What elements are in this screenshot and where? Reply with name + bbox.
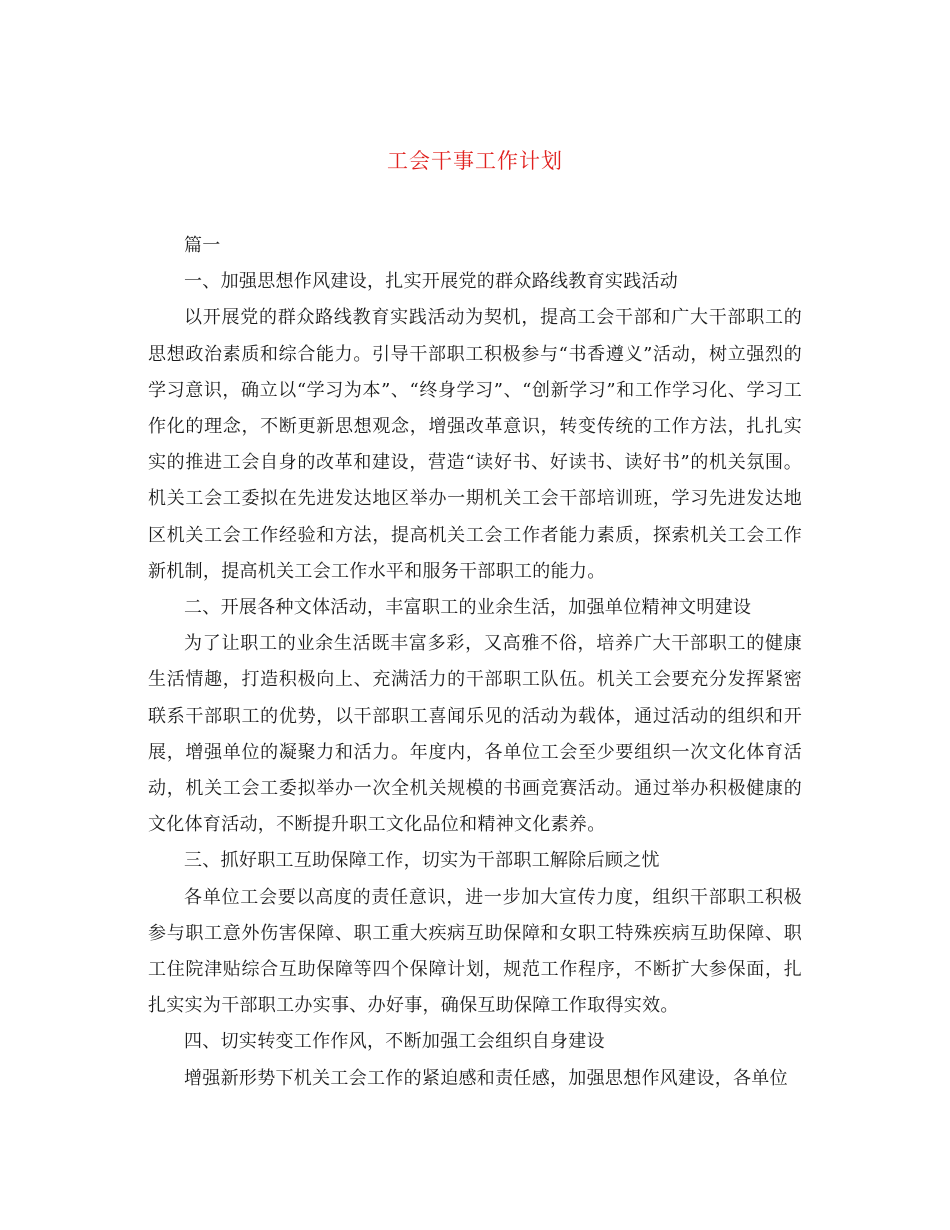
body-paragraph: 以开展党的群众路线教育实践活动为契机，提高工会干部和广大干部职工的思想政治素质和综合能力。引导干部职工积极参与“书香遵义”活动，树立强烈的学习意识，确立以“学习为本”、“终身学习”、“创新学习”和工作学习化、学习工作化的理念，不断更新思想观念，增强改革意识，转变传统的工作方法，扎扎实实的推进工会自身的改革和建设，营造“读好书、好读书、读好书”的机关氛围。机关工会工委拟在先进发达地区举办一期机关工会干部培训班，学习先进发达地区机关工会工作经验和方法，提高机关工会工作者能力素质，探索机关工会工作新机制，提高机关工会工作水平和服务干部职工的能力。: [148, 307, 802, 582]
document-title: 工会干事工作计划: [387, 149, 563, 173]
body-paragraph: 各单位工会要以高度的责任意识，进一步加大宣传力度，组织干部职工积极参与职工意外伤害保障、职工重大疾病互助保障和女职工特殊疾病互助保障、职工住院津贴综合互助保障等四个保障计划，规范工作程序，不断扩大参保面，扎扎实实为干部职工办实事、办好事，确保互助保障工作取得实效。: [148, 886, 802, 1017]
section-heading: 一、加强思想作风建设，扎实开展党的群众路线教育实践活动: [184, 271, 679, 293]
document-body: [148, 228, 802, 1097]
section-heading: 三、抓好职工互助保障工作，切实为干部职工解除后顾之忧: [184, 850, 660, 872]
section-heading: 二、开展各种文体活动，丰富职工的业余生活，加强单位精神文明建设: [184, 597, 752, 619]
section-label: 篇一: [184, 235, 221, 256]
body-paragraph: 为了让职工的业余生活既丰富多彩，又高雅不俗，培养广大干部职工的健康生活情趣，打造积极向上、充满活力的干部职工队伍。机关工会要充分发挥紧密联系干部职工的优势，以干部职工喜闻乐见的活动为载体，通过活动的组织和开展，增强单位的凝聚力和活力。年度内，各单位工会至少要组织一次文化体育活动，机关工会工委拟举办一次全机关规模的书画竞赛活动。通过举办积极健康的文化体育活动，不断提升职工文化品位和精神文化素养。: [148, 633, 802, 836]
body-paragraph: 增强新形势下机关工会工作的紧迫感和责任感，加强思想作风建设，各单位: [184, 1067, 788, 1089]
section-heading: 四、切实转变工作作风，不断加强工会组织自身建设: [184, 1031, 605, 1053]
